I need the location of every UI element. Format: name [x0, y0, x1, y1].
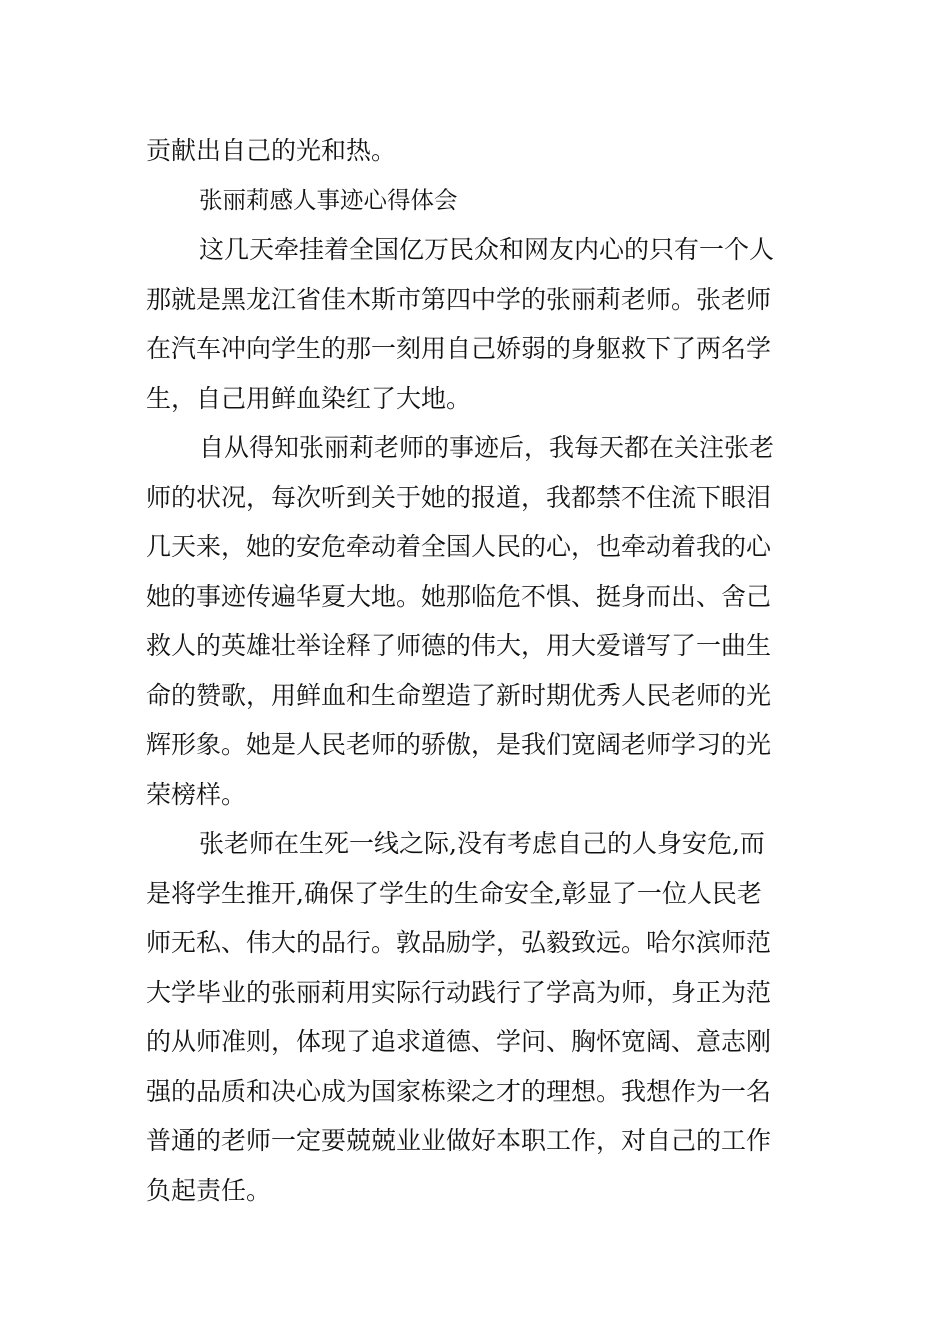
text-line: 救人的英雄壮举诠释了师德的伟大，用大爱谱写了一曲生 — [146, 631, 772, 660]
text-line: 贡献出自己的光和热。 — [146, 136, 397, 165]
text-line: 在汽车冲向学生的那一刻用自己娇弱的身躯救下了两名学 — [146, 334, 772, 363]
text-line: 自从得知张丽莉老师的事迹后，我每天都在关注张老 — [199, 433, 775, 462]
paragraph-2 — [146, 423, 826, 819]
text-line: 普通的老师一定要兢兢业业做好本职工作，对自己的工作 — [146, 1126, 772, 1155]
paragraph-3 — [146, 819, 826, 1215]
text-line: 辉形象。她是人民老师的骄傲，是我们宽阔老师学习的光 — [146, 730, 772, 759]
text-line: 大学毕业的张丽莉用实际行动践行了学高为师，身正为范 — [146, 977, 772, 1007]
text-line: 师无私、伟大的品行。敦品励学，弘毅致远。哈尔滨师范 — [146, 928, 772, 957]
text-line: 几天来，她的安危牵动着全国人民的心，也牵动着我的心 — [146, 532, 772, 561]
text-line: 张老师在生死一线之际,没有考虑自己的人身安危,而 — [199, 829, 765, 858]
opening-paragraph — [146, 126, 826, 176]
text-line: 那就是黑龙江省佳木斯市第四中学的张丽莉老师。张老师 — [146, 284, 772, 314]
text-line: 命的赞歌，用鲜血和生命塑造了新时期优秀人民老师的光 — [146, 680, 772, 710]
paragraph-1 — [146, 225, 826, 423]
text-line: 生，自己用鲜血染红了大地。 — [146, 383, 472, 413]
text-line: 师的状况，每次听到关于她的报道，我都禁不住流下眼泪 — [146, 482, 772, 512]
essay-heading: 张丽莉感人事迹心得体会 — [199, 185, 458, 214]
text-line: 负起责任。 — [146, 1175, 272, 1205]
text-line: 她的事迹传遍华夏大地。她那临危不惧、挺身而出、舍己 — [146, 581, 772, 611]
text-line: 是将学生推开,确保了学生的生命安全,彰显了一位人民老 — [146, 878, 762, 908]
text-line: 强的品质和决心成为国家栋梁之才的理想。我想作为一名 — [146, 1076, 772, 1106]
text-line: 这几天牵挂着全国亿万民众和网友内心的只有一个人 — [199, 235, 775, 264]
text-line: 荣榜样。 — [146, 779, 247, 809]
text-line: 的从师准则，体现了追求道德、学问、胸怀宽阔、意志刚 — [146, 1027, 772, 1056]
document-body — [146, 126, 826, 1215]
